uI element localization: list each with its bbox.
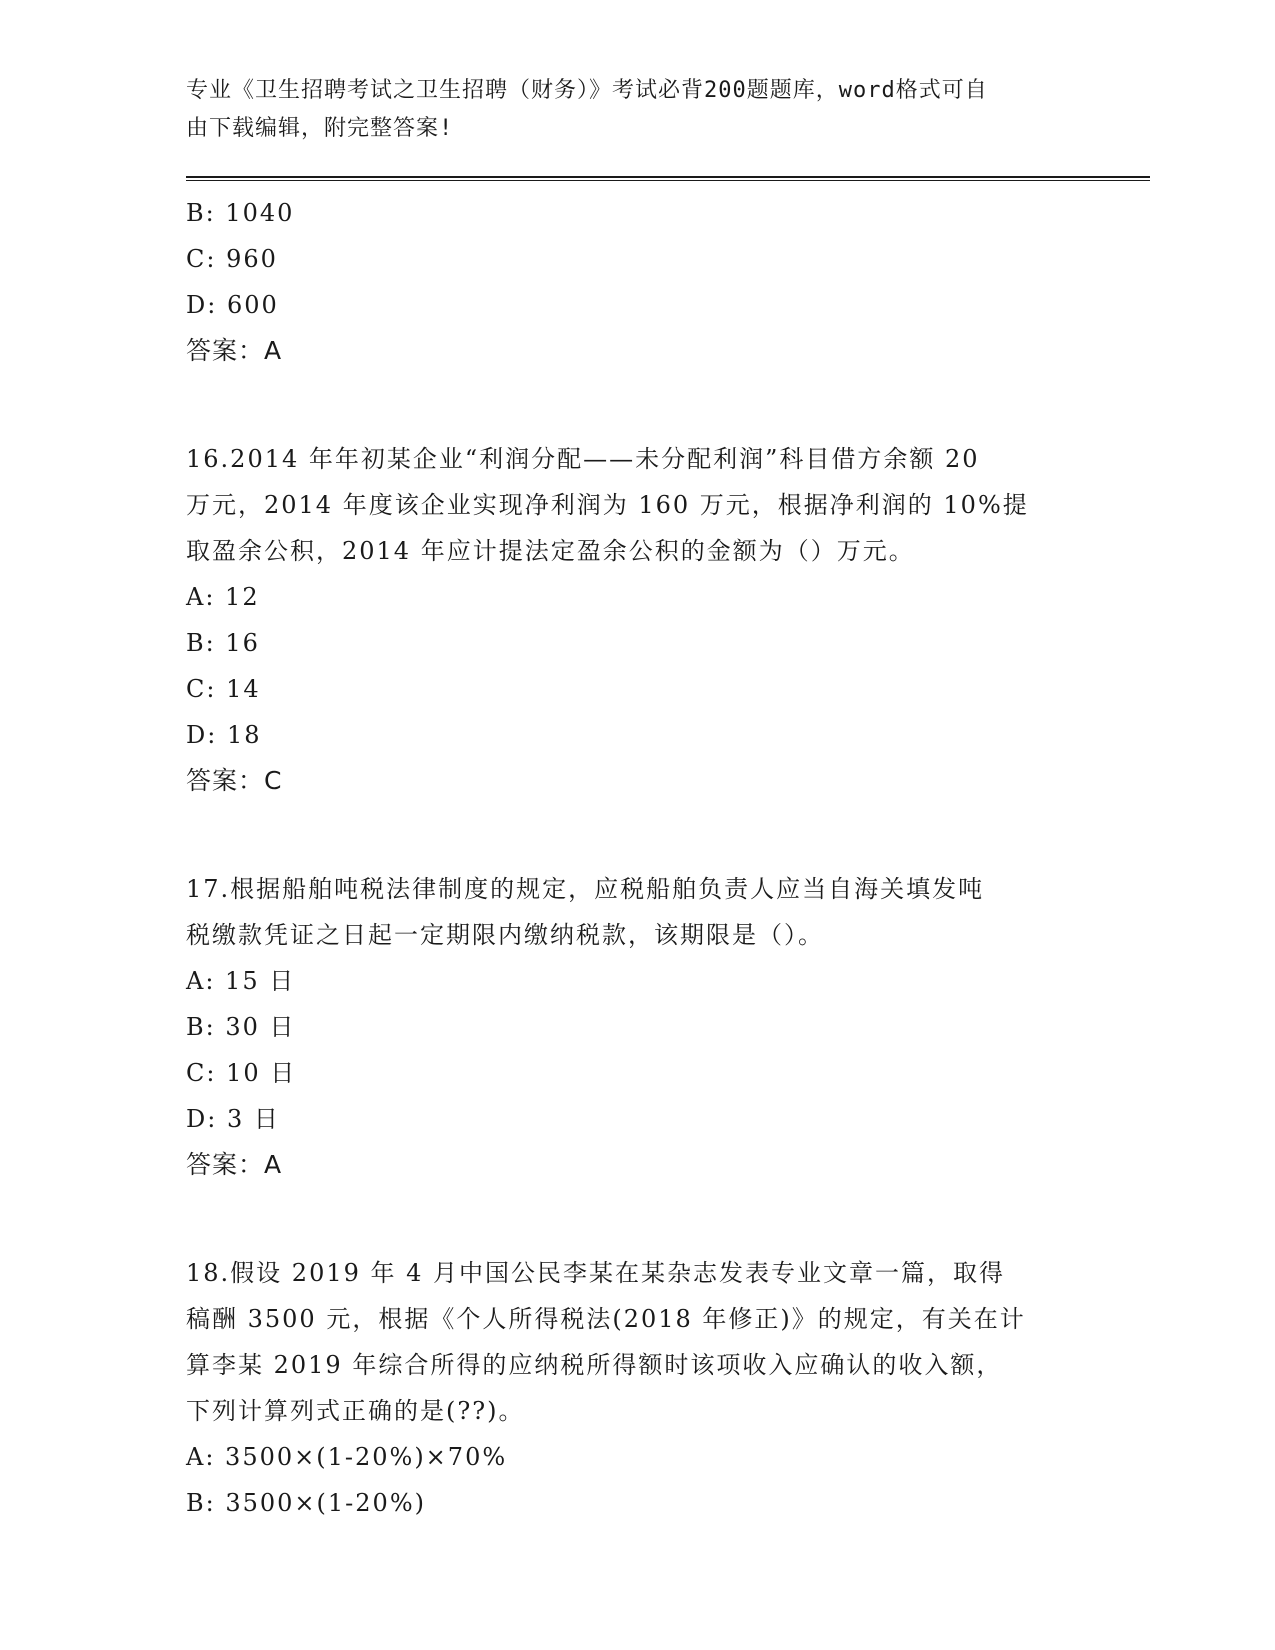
question-list — [186, 190, 1086, 1526]
option-d: D: 600 — [186, 291, 279, 319]
option-d: D: 3 日 — [186, 1105, 280, 1133]
header-title-line-2: 由下载编辑，附完整答案! — [186, 116, 454, 141]
option-c: C: 10 日 — [186, 1059, 297, 1087]
option-b: B: 16 — [186, 629, 260, 657]
question-stem-line: 取盈余公积，2014 年应计提法定盈余公积的金额为（）万元。 — [186, 537, 915, 565]
question-stem-line: 万元，2014 年度该企业实现净利润为 160 万元，根据净利润的 10%提 — [186, 491, 1029, 519]
question-stem-line: 稿酬 3500 元，根据《个人所得税法(2018 年修正)》的规定，有关在计 — [186, 1305, 1026, 1333]
answer-line: 答案：A — [186, 1150, 283, 1179]
option-b: B: 30 日 — [186, 1013, 296, 1041]
answer-line: 答案：A — [186, 336, 283, 365]
option-a: A: 12 — [186, 583, 260, 611]
question-spacer — [186, 374, 1086, 436]
option-a: A: 3500×(1-20%)×70% — [186, 1443, 508, 1471]
option-d: D: 18 — [186, 721, 262, 749]
question-stem-line: 税缴款凭证之日起一定期限内缴纳税款，该期限是（）。 — [186, 921, 824, 949]
option-b: B: 3500×(1-20%) — [186, 1489, 426, 1517]
question-spacer — [186, 804, 1086, 866]
option-c: C: 14 — [186, 675, 261, 703]
header-title-line-1: 专业《卫生招聘考试之卫生招聘（财务）》考试必背200题题库，word格式可自 — [186, 78, 988, 103]
question-15-continued — [186, 190, 1086, 374]
question-stem-line: 下列计算列式正确的是(??)。 — [186, 1397, 525, 1425]
question-18 — [186, 1250, 1086, 1526]
question-stem-line: 算李某 2019 年综合所得的应纳税所得额时该项收入应确认的收入额， — [186, 1351, 1003, 1379]
document-header — [186, 72, 1066, 148]
answer-line: 答案：C — [186, 766, 283, 795]
question-spacer — [186, 1188, 1086, 1250]
question-stem-line: 17.根据船舶吨税法律制度的规定，应税船舶负责人应当自海关填发吨 — [186, 875, 985, 903]
question-17 — [186, 866, 1086, 1188]
header-divider — [186, 176, 1150, 181]
option-b: B: 1040 — [186, 199, 295, 227]
option-c: C: 960 — [186, 245, 278, 273]
question-16 — [186, 436, 1086, 804]
question-stem-line: 18.假设 2019 年 4 月中国公民李某在某杂志发表专业文章一篇，取得 — [186, 1259, 1006, 1287]
option-a: A: 15 日 — [186, 967, 296, 995]
question-stem-line: 16.2014 年年初某企业“利润分配——未分配利润”科目借方余额 20 — [186, 445, 980, 473]
